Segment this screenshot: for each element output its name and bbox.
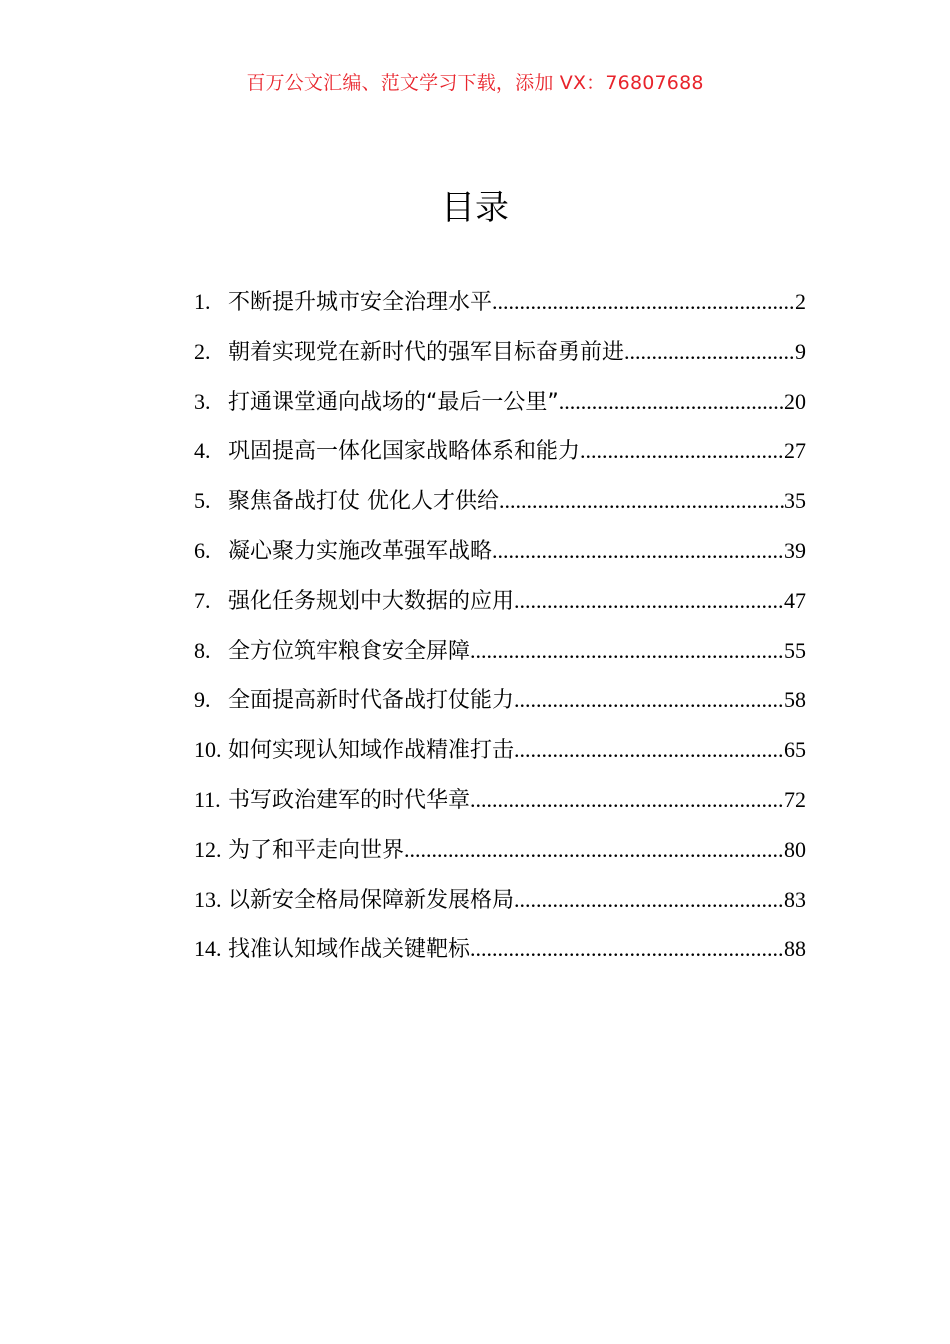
toc-entry-3[interactable] [194,383,806,433]
toc-entry-title: 聚焦备战打仗 优化人才供给 [228,489,499,515]
toc-entry-title: 强化任务规划中大数据的应用 [228,588,515,614]
toc-entry-title: 不断提升城市安全治理水平 [228,290,493,315]
toc-entry-11[interactable] [194,781,806,831]
toc-entry-14[interactable] [194,930,806,980]
toc-entry-6[interactable] [194,532,806,582]
toc-entry-number: 1. [194,289,211,314]
toc-entry-page: 35 [784,488,806,514]
toc-entry-page: 65 [784,737,806,763]
toc-entry-page: 39 [784,537,806,563]
toc-entry-number: 2. [194,338,211,364]
toc-dot-leader [470,781,784,819]
toc-dot-leader [580,432,784,470]
toc-dot-leader [499,482,784,520]
table-of-contents [194,283,806,980]
toc-dot-leader [514,681,784,719]
toc-entry-title: 如何实现认知域作战精准打击 [228,738,515,764]
toc-entry-number: 13. [194,886,222,912]
page-title: 目录 [441,188,509,228]
toc-entry-title: 凝心聚力实施改革强军战略 [228,538,493,564]
toc-entry-title: 打通课堂通向战场的“最后一公里” [228,389,559,415]
toc-entry-2[interactable] [194,333,806,383]
toc-dot-leader [492,283,795,321]
toc-entry-title: 巩固提高一体化国家战略体系和能力 [228,439,581,465]
toc-dot-leader [559,383,784,421]
toc-entry-number: 11. [194,786,221,812]
toc-entry-page: 55 [784,637,806,663]
toc-entry-4[interactable] [194,432,806,482]
toc-dot-leader [624,333,795,371]
toc-dot-leader [514,881,784,919]
toc-entry-number: 7. [194,587,211,613]
toc-entry-title: 为了和平走向世界 [228,837,405,863]
toc-entry-page: 2 [795,289,806,314]
toc-entry-12[interactable] [194,831,806,881]
toc-dot-leader [514,731,784,769]
toc-entry-title: 找准认知域作战关键靶标 [228,937,471,963]
header-note: 百万公文汇编、范文学习下载，添加 VX：76807688 [246,72,704,94]
toc-dot-leader [470,632,784,670]
toc-entry-13[interactable] [194,881,806,931]
toc-entry-page: 80 [784,836,806,862]
toc-entry-page: 83 [784,886,806,912]
toc-dot-leader [404,831,784,869]
toc-entry-title: 朝着实现党在新时代的强军目标奋勇前进 [228,339,625,365]
toc-entry-title: 全方位筑牢粮食安全屏障 [228,638,471,664]
toc-dot-leader [514,582,784,620]
toc-entry-9[interactable] [194,681,806,731]
toc-entry-page: 58 [784,687,806,713]
toc-entry-1[interactable] [194,283,806,333]
toc-entry-number: 10. [194,737,222,763]
toc-entry-page: 88 [784,936,806,962]
toc-entry-number: 12. [194,836,222,862]
toc-dot-leader [470,930,784,968]
toc-entry-page: 9 [795,338,806,364]
toc-entry-page: 27 [784,438,806,464]
toc-entry-5[interactable] [194,482,806,532]
toc-entry-title: 全面提高新时代备战打仗能力 [228,688,515,714]
toc-entry-7[interactable] [194,582,806,632]
toc-entry-number: 8. [194,637,211,663]
toc-entry-10[interactable] [194,731,806,781]
toc-entry-title: 以新安全格局保障新发展格局 [228,887,515,913]
toc-entry-8[interactable] [194,632,806,682]
toc-entry-number: 5. [194,488,211,514]
toc-entry-number: 6. [194,537,211,563]
toc-entry-number: 14. [194,936,222,962]
toc-entry-page: 20 [784,388,806,414]
toc-entry-number: 4. [194,438,211,464]
toc-entry-number: 3. [194,388,211,414]
toc-dot-leader [492,532,784,570]
toc-entry-number: 9. [194,687,211,713]
toc-entry-title: 书写政治建军的时代华章 [228,787,471,813]
toc-entry-page: 47 [784,587,806,613]
toc-entry-page: 72 [784,786,806,812]
